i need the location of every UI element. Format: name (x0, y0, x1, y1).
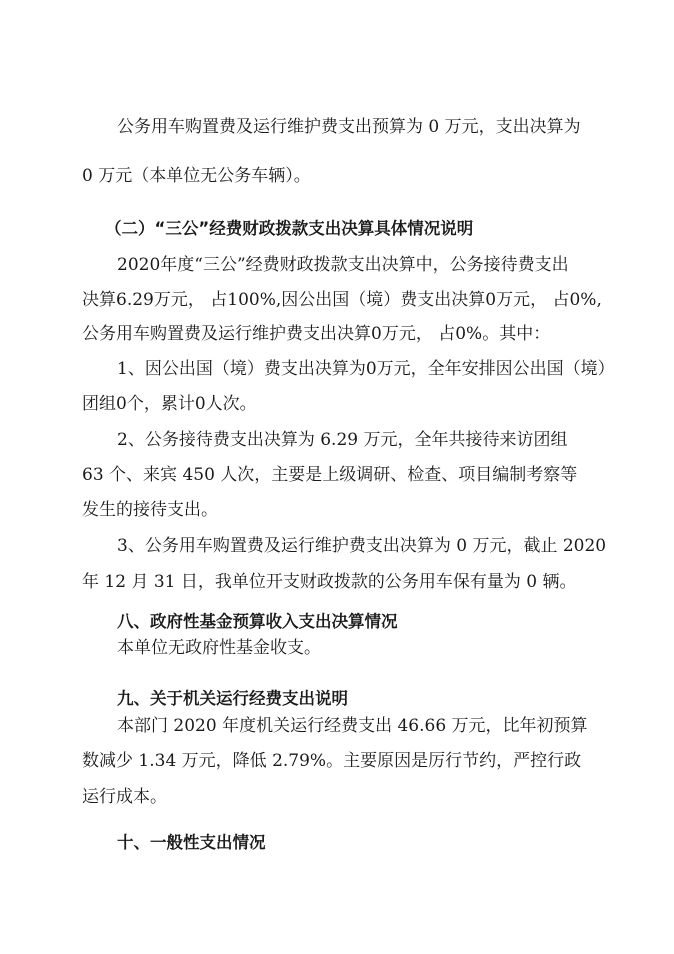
item2-line-2: 63 个、来宾 450 人次，主要是上级调研、检查、项目编制考察等 (82, 465, 578, 485)
sangong-section-heading: （二）“三公”经费财政拨款支出决算具体情况说明 (105, 219, 474, 238)
section9-line-3: 运行成本。 (82, 787, 167, 807)
sangong-summary-line-2: 决算6.29万元， 占100%,因公出国（境）费支出决算0万元， 占0%, (82, 290, 602, 310)
item3-line-2: 年 12 月 31 日，我单位开支财政拨款的公务用车保有量为 0 辆。 (82, 572, 577, 592)
item2-line-1: 2、公务接待费支出决算为 6.29 万元，全年共接待来访团组 (117, 430, 568, 450)
section9-line-1: 本部门 2020 年度机关运行经费支出 46.66 万元，比年初预算 (117, 716, 588, 736)
section9-line-2: 数减少 1.34 万元，降低 2.79%。主要原因是厉行节约，严控行政 (82, 751, 582, 771)
vehicle-intro-line-1: 公务用车购置费及运行维护费支出预算为 0 万元，支出决算为 (117, 117, 581, 137)
item1-line-1: 1、因公出国（境）费支出决算为0万元，全年安排因公出国（境） (117, 359, 615, 379)
item1-line-2: 团组0个，累计0人次。 (82, 394, 257, 414)
sangong-summary-line-1: 2020年度“三公”经费财政拨款支出决算中，公务接待费支出 (117, 255, 569, 275)
section8-heading: 八、政府性基金预算收入支出决算情况 (117, 612, 398, 631)
item3-line-1: 3、公务用车购置费及运行维护费支出决算为 0 万元，截止 2020 (117, 536, 607, 556)
section10-heading: 十、一般性支出情况 (117, 833, 266, 852)
vehicle-intro-line-2: 0 万元（本单位无公务车辆）。 (82, 166, 311, 186)
item2-line-3: 发生的接待支出。 (82, 500, 218, 520)
section9-heading: 九、关于机关运行经费支出说明 (117, 689, 348, 708)
sangong-summary-line-3: 公务用车购置费及运行维护费支出决算0万元， 占0%。其中： (82, 324, 551, 344)
section8-line-1: 本单位无政府性基金收支。 (117, 638, 321, 658)
